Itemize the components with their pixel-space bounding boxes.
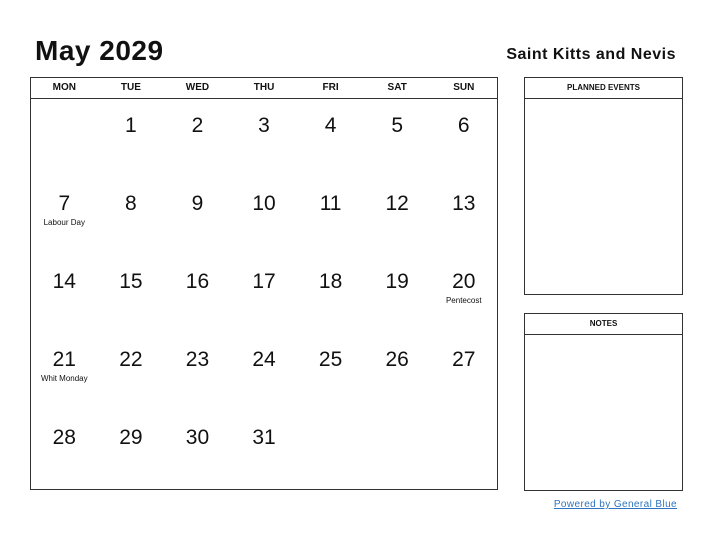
calendar-day-cell bbox=[430, 99, 497, 177]
day-number: 31 bbox=[252, 426, 276, 449]
holiday-label: Pentecost bbox=[445, 296, 482, 305]
calendar-day-cell bbox=[164, 99, 231, 177]
calendar-week bbox=[31, 255, 497, 333]
calendar-grid bbox=[30, 77, 498, 490]
calendar-day-cell bbox=[31, 99, 98, 177]
day-number: 24 bbox=[252, 348, 276, 371]
weekday-tue: TUE bbox=[120, 82, 141, 93]
calendar-day-cell bbox=[297, 333, 364, 411]
day-number: 4 bbox=[324, 114, 337, 137]
calendar-day-cell bbox=[297, 255, 364, 333]
weekday-header-row bbox=[31, 78, 497, 99]
calendar-day-cell bbox=[164, 255, 231, 333]
calendar-day-cell bbox=[98, 255, 165, 333]
day-number: 13 bbox=[452, 192, 476, 215]
day-number: 10 bbox=[252, 192, 276, 215]
calendar-day-cell bbox=[231, 333, 298, 411]
calendar-day-cell bbox=[297, 177, 364, 255]
calendar-day-cell bbox=[430, 255, 497, 333]
calendar-day-cell bbox=[297, 411, 364, 489]
day-number: 29 bbox=[119, 426, 143, 449]
notes-panel bbox=[524, 313, 683, 491]
day-number: 11 bbox=[319, 192, 342, 215]
day-number: 18 bbox=[318, 270, 343, 293]
day-number: 23 bbox=[185, 348, 210, 371]
weekday-sun: SUN bbox=[453, 82, 475, 93]
day-number: 2 bbox=[191, 114, 204, 137]
calendar-day-cell bbox=[164, 177, 231, 255]
calendar-day-cell bbox=[364, 255, 431, 333]
day-number: 6 bbox=[457, 114, 470, 137]
calendar-day-cell bbox=[231, 255, 298, 333]
calendar-day-cell bbox=[430, 411, 497, 489]
calendar-day-cell bbox=[364, 99, 431, 177]
notes-heading: NOTES bbox=[525, 314, 682, 335]
planned-events-heading: PLANNED EVENTS bbox=[525, 78, 682, 99]
weekday-fri: FRI bbox=[322, 82, 339, 93]
calendar-day-cell bbox=[164, 333, 231, 411]
calendar-week bbox=[31, 411, 497, 489]
powered-by-link[interactable]: Powered by General Blue bbox=[553, 499, 677, 510]
calendar-day-cell bbox=[98, 99, 165, 177]
planned-events-panel bbox=[524, 77, 683, 295]
calendar-week bbox=[31, 333, 497, 411]
day-number: 14 bbox=[52, 270, 76, 293]
day-number: 5 bbox=[391, 114, 404, 137]
day-number: 28 bbox=[52, 426, 76, 449]
country-name: Saint Kitts and Nevis bbox=[506, 46, 676, 63]
calendar-day-cell bbox=[31, 333, 98, 411]
page-title: May 2029 bbox=[35, 35, 164, 66]
day-number: 16 bbox=[185, 270, 210, 293]
weekday-wed: WED bbox=[185, 82, 210, 93]
day-number: 22 bbox=[119, 348, 143, 371]
calendar-day-cell bbox=[364, 411, 431, 489]
calendar-weeks bbox=[31, 99, 497, 489]
weekday-sat: SAT bbox=[387, 82, 407, 93]
calendar-day-cell bbox=[31, 177, 98, 255]
day-number: 19 bbox=[385, 270, 409, 293]
calendar-day-cell bbox=[297, 99, 364, 177]
calendar-day-cell bbox=[430, 177, 497, 255]
day-number: 27 bbox=[452, 348, 476, 371]
day-number: 1 bbox=[125, 114, 137, 137]
calendar-day-cell bbox=[430, 333, 497, 411]
calendar-day-cell bbox=[364, 177, 431, 255]
day-number: 20 bbox=[452, 270, 476, 293]
calendar-week bbox=[31, 99, 497, 177]
holiday-label: Labour Day bbox=[43, 218, 85, 227]
day-number: 21 bbox=[52, 348, 76, 371]
day-number: 17 bbox=[252, 270, 276, 293]
day-number: 26 bbox=[385, 348, 409, 371]
calendar-day-cell bbox=[364, 333, 431, 411]
calendar-day-cell bbox=[98, 333, 165, 411]
calendar-day-cell bbox=[231, 99, 298, 177]
day-number: 15 bbox=[119, 270, 143, 293]
day-number: 7 bbox=[58, 192, 71, 215]
calendar-day-cell bbox=[98, 411, 165, 489]
weekday-mon: MON bbox=[52, 82, 76, 93]
day-number: 3 bbox=[258, 114, 270, 137]
calendar-day-cell bbox=[31, 255, 98, 333]
calendar-day-cell bbox=[231, 411, 298, 489]
calendar-day-cell bbox=[164, 411, 231, 489]
calendar-day-cell bbox=[31, 411, 98, 489]
holiday-label: Whit Monday bbox=[40, 374, 88, 383]
day-number: 25 bbox=[318, 348, 343, 371]
calendar-week bbox=[31, 177, 497, 255]
weekday-thu: THU bbox=[253, 82, 275, 93]
day-number: 12 bbox=[385, 192, 409, 215]
calendar-day-cell bbox=[98, 177, 165, 255]
calendar-day-cell bbox=[231, 177, 298, 255]
day-number: 30 bbox=[185, 426, 210, 449]
day-number: 8 bbox=[125, 192, 137, 215]
day-number: 9 bbox=[191, 192, 204, 215]
